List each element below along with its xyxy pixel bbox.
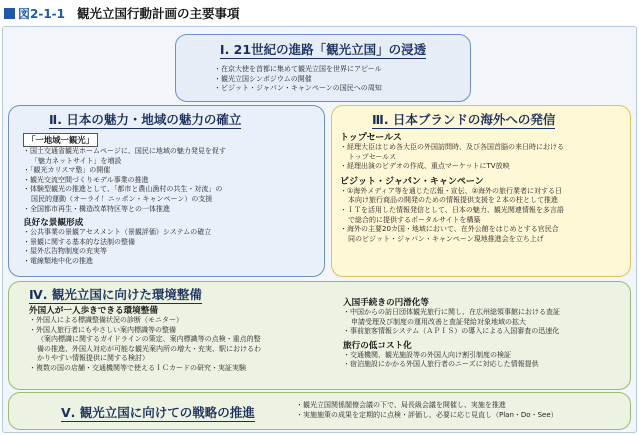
section-4-left-content xyxy=(29,302,261,374)
list-item: ・体験型観光の推進として、「都市と農山漁村の共生・対流」の xyxy=(23,185,223,194)
list-item: 備の推進、外国人対応が可能な観光案内所の増大・充実、駅におけるわ xyxy=(37,344,261,353)
list-item: ・景観に関する基本的な法制の整備 xyxy=(23,237,135,246)
list-item: ・観光立国関係閣僚会議の下で、局長級会議を開催し、実施を推進 xyxy=(296,401,506,409)
section-4-subhead-2: 入国手続きの円滑化等 xyxy=(343,298,429,308)
figure-caption: 観光立国行動計画の主要事項 xyxy=(77,6,240,21)
list-item: ・観光立国シンポジウムの開催 xyxy=(214,74,312,83)
section-4-subhead-1: 外国人が一人歩きできる環境整備 xyxy=(29,306,158,316)
list-item: ・在京大使を首都に集めて観光立国を世界にアピール xyxy=(214,65,382,73)
section-4-title: Ⅳ. 観光立国に向けた環境整備 xyxy=(29,287,202,302)
list-item: （案内標識に関するガイドラインの策定、案内標識等の点検・重点的整 xyxy=(37,335,261,344)
section-5-box xyxy=(8,392,631,430)
list-item: ・海外の主要20カ国・地域において、在外公館をはじめとする官民合 xyxy=(340,225,559,234)
section-2-box xyxy=(8,105,325,277)
list-item: ・宿泊施設にかかる外国人旅行者のニーズに対応した情報提供 xyxy=(343,360,539,369)
list-item: 本向け旅行商品の開発のための情報提供支援を２本の柱として推進 xyxy=(348,196,558,205)
list-item: ・事前旅客情報システム（ＡＰＩＳ）の導入による入国審査の迅速化 xyxy=(343,327,560,336)
list-item: ・複数の国の店舗・交通機関等で使えるＩＣカードの研究・実証実験 xyxy=(29,363,246,372)
section-4-box xyxy=(8,281,631,390)
list-item: ・電線類地中化の推進 xyxy=(23,256,93,265)
list-item: 申請受理及び制度の運用改善と査証発給対象地域の拡大 xyxy=(351,317,526,326)
section-2-content xyxy=(23,128,226,267)
section-2-subhead-2: 良好な景観形成 xyxy=(23,218,84,229)
section-1-title: Ⅰ. 21世紀の進路「観光立国」の浸透 xyxy=(219,42,427,57)
section-5-title: Ⅴ. 観光立国に向けての戦略の推進 xyxy=(61,405,255,420)
figure-square-icon xyxy=(4,8,15,19)
list-item: ・実施施策の成果を定期的に点検・評価し、必要に応じ見直し（Plan・Do・See） xyxy=(296,410,558,419)
list-item: ・全国都市再生・構造改革特区等との一体推進 xyxy=(23,204,170,213)
list-item: かりやすい情報提供に関する検討） xyxy=(37,354,149,363)
list-item: ・外国人による標識整備状況の診断（モニター） xyxy=(29,316,183,324)
section-3-content xyxy=(340,128,564,244)
list-item: ・外国人旅行者にもやさしい案内標識等の整備 xyxy=(29,325,176,334)
figure-title xyxy=(4,4,240,22)
section-2-subhead-1: 「一地域一観光」 xyxy=(23,133,98,147)
section-3-title: Ⅲ. 日本ブランドの海外への発信 xyxy=(372,112,556,127)
list-item: 「魅力ネットサイト」を増設 xyxy=(31,156,122,165)
list-item: ・公共事業の景観アセスメント（景観評価）システムの確立 xyxy=(23,228,212,237)
section-1-box xyxy=(175,34,471,102)
figure-number: 図2-1-1 xyxy=(18,6,66,21)
list-item: ・ＩＴを活用した情報発信として、日本の魅力、観光関連情報を多言語 xyxy=(340,205,564,214)
list-item: 国民的運動（オーライ！ニッポン・キャンペーン）の支援 xyxy=(31,194,213,203)
section-1-list xyxy=(214,65,470,94)
list-item: ・経理大臣はじめ各大臣の外国訪問時、及び各国首脳の来日時における xyxy=(340,143,564,151)
section-3-box xyxy=(331,105,631,277)
section-3-subhead-1: トップセールス xyxy=(340,133,402,143)
list-item: 同のビジット・ジャパン・キャンペーン現地推進会を立ち上げ xyxy=(348,234,544,243)
list-item: ・①海外メディア等を通じた広報・宣伝、②海外の旅行業者に対する日 xyxy=(340,186,562,195)
list-item: ・交通機関、観光施設等の外国人向け割引制度の検証 xyxy=(343,350,511,359)
section-4-subhead-3: 旅行の低コスト化 xyxy=(343,340,412,351)
section-2-title: Ⅱ. 日本の魅力・地域の魅力の確立 xyxy=(49,112,242,127)
section-3-subhead-2: ビジット・ジャパン・キャンペーン xyxy=(340,176,484,187)
section-4-right-content xyxy=(343,294,560,370)
list-item: ・「観光カリスマ塾」の開催 xyxy=(23,166,111,175)
list-item: トップセールス xyxy=(348,152,397,161)
list-item: ・経理出演のビデオの作成、重点マーケットにTV放映 xyxy=(340,162,510,171)
list-item: ・ビジット・ジャパン・キャンペーンの国民への周知 xyxy=(214,84,382,93)
list-item: で総合的に提供するポータルサイトを構築 xyxy=(348,215,481,224)
section-5-list xyxy=(296,401,558,420)
list-item: ・屋外広告物制度の充実等 xyxy=(23,247,107,256)
list-item: ・観光交流空間づくりモデル事業の推進 xyxy=(23,175,149,184)
list-item: ・中国からの訪日団体観光旅行に関し、在広州総領事館における査証 xyxy=(343,308,560,316)
list-item: ・国土交通省観光ホームページに、国民に地域の魅力発見を促す xyxy=(23,147,226,155)
